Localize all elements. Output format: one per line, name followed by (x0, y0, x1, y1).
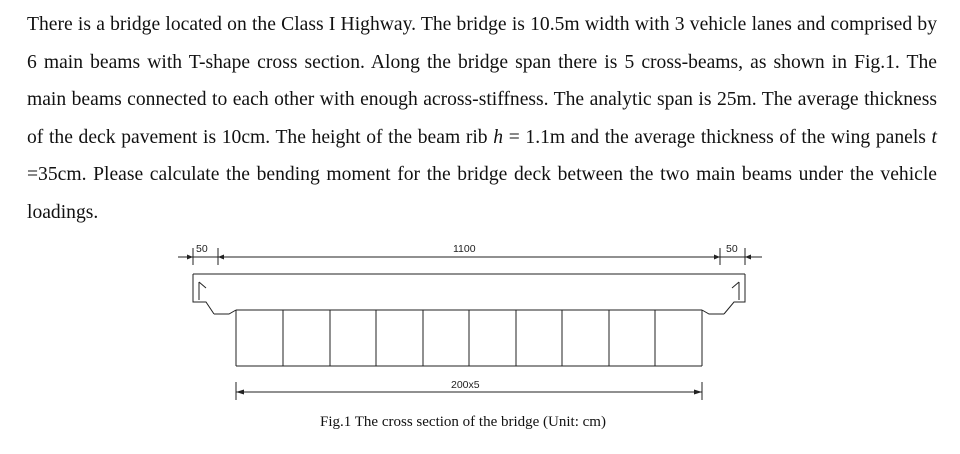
right-cantilever-underside (702, 310, 724, 314)
arrow-bottom-right (694, 390, 702, 395)
problem-text-part2: = 1.1m and the average thickness of the wing panels (503, 126, 932, 148)
arrow-bottom-left (236, 390, 244, 395)
dim-right-curb: 50 (726, 243, 738, 255)
bridge-cross-section-drawing (0, 238, 960, 418)
left-cantilever-underside (214, 310, 236, 314)
t-symbol: t (931, 126, 937, 148)
problem-statement (27, 6, 937, 231)
problem-text-part3: =35cm. Please calculate the bending moment for the bridge deck between the two main beams under the vehicle loadings. (27, 164, 937, 223)
figure-caption: Fig.1 The cross section of the bridge (Unit: cm) (320, 414, 606, 430)
arrow-right-inner (714, 255, 720, 260)
dim-left-curb: 50 (196, 243, 208, 255)
arrow-right-outer (745, 255, 751, 260)
h-symbol: h (493, 126, 504, 148)
problem-text-part1: There is a bridge located on the Class I Highway. The bridge is 10.5m width with 3 vehicle lanes and comprised by 6 main beams with T-shape cross section. Along the bridge span there is 5 cross-beams, as shown in Fig.1. The main beams connected to each other with enough across-stiffness. The analytic span is 25m. The average thickness of the deck pavement is 10cm. The height of the beam rib (27, 14, 937, 148)
dim-beam-spacing: 200x5 (451, 379, 480, 391)
right-curb-slope (732, 282, 739, 288)
left-curb-outline (193, 274, 214, 314)
dim-deck-width: 1100 (453, 243, 476, 255)
right-curb-outline (724, 274, 745, 314)
arrow-left-inner (218, 255, 224, 260)
left-curb-slope (199, 282, 206, 288)
arrow-left-outer (187, 255, 193, 260)
